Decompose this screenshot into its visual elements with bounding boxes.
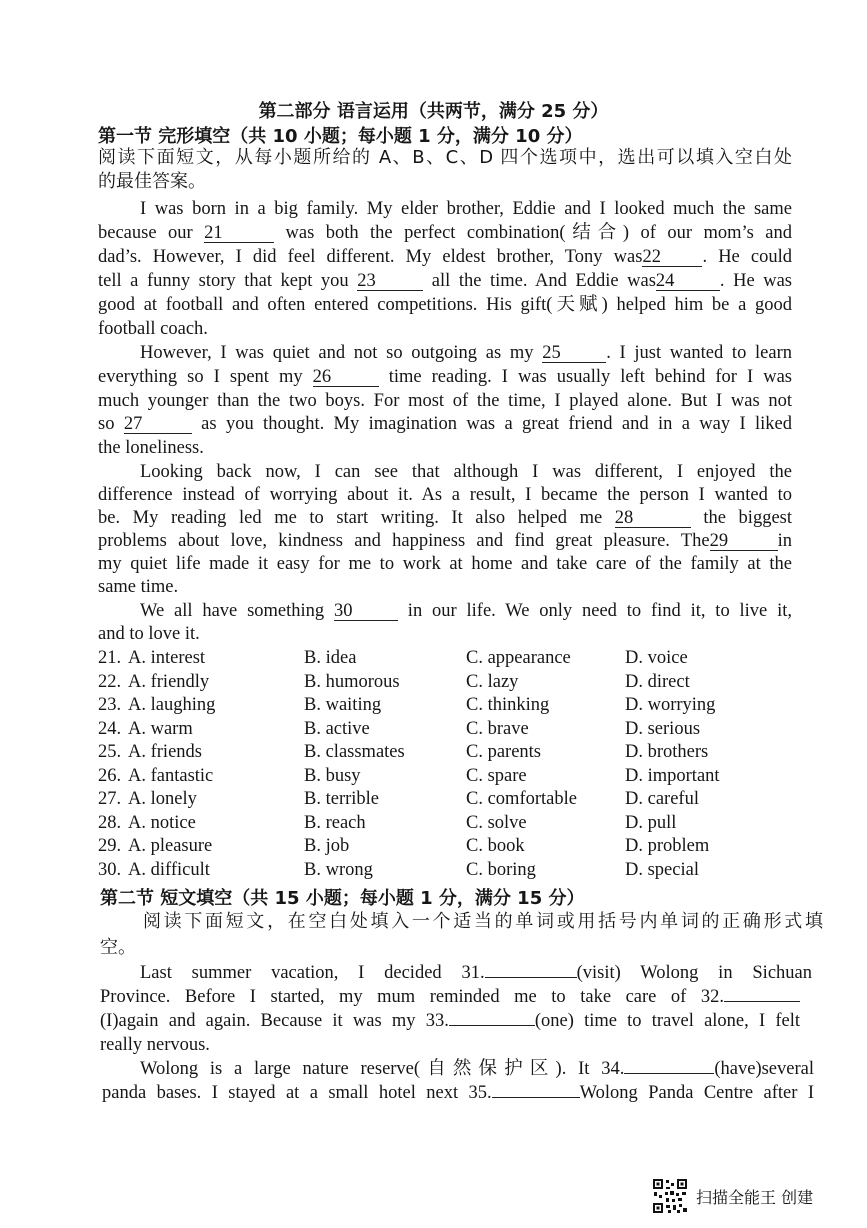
section2-instruction: 阅读下面短文，在空白处填入一个适当的单词或用括号内单词的正确形式填 [143,911,823,932]
qr-code-icon [652,1178,688,1214]
option-b: B. terrible [304,789,380,809]
passage-text: be. My reading led me to start writing. It also helped me [98,508,615,528]
option-b: B. wrong [304,859,373,880]
section1-title: 第一节 完形填空（共 10 小题；每小题 1 分，满分 10 分） [98,126,583,147]
blank-24: 24 [656,272,720,291]
passage-line: football coach. [98,319,208,339]
passage-text: (have)several [714,1059,814,1079]
option-d: D. worrying [625,695,716,715]
passage-text: panda bases. I stayed at a small hotel next 35. [102,1083,492,1103]
option-a: A. lonely [128,789,197,809]
passage-text: everything so I spent my [98,367,313,387]
option-c: C. brave [466,718,529,739]
question-number: 21. [98,648,122,668]
option-d: D. careful [625,789,699,809]
option-c: C. spare [466,765,527,786]
option-a: A. notice [128,812,196,833]
passage-text: as you thought. My imagination was a great friend and in a way I liked [191,414,792,434]
passage-text: . I just wanted to learn [606,343,792,363]
question-number: 26. [98,765,122,786]
question-number: 27. [98,789,122,809]
blank-35 [492,1097,580,1098]
blank-31 [485,977,577,978]
question-number: 28. [98,812,122,833]
section1-instruction: 阅读下面短文，从每小题所给的 A、B、C、D 四个选项中，选出可以填入空白处 [98,147,792,168]
option-b: B. active [304,718,370,739]
option-row [100,788,820,812]
passage-text: (I)again and again. Because it was my 33. [100,1011,449,1031]
passage-text: . He could [702,247,792,267]
section2-title: 第二节 短文填空（共 15 小题；每小题 1 分，满分 15 分） [100,888,585,909]
passage-text: time reading. I was usually left behind for I was [378,367,792,387]
option-b: B. waiting [304,695,382,715]
blank-29: 29 [710,532,778,551]
blank-21: 21 [204,224,274,243]
passage-line [140,962,812,985]
passage-line: difference instead of worrying about it. As a result, I became the person I wanted to [98,485,792,505]
option-a: A. pleasure [128,836,213,856]
option-c: C. boring [466,859,536,880]
passage-text: Wolong Panda Centre after I [579,1083,815,1103]
blank-27: 27 [124,415,192,434]
option-c: C. solve [466,812,527,833]
option-row [100,835,820,859]
passage-line [98,246,792,269]
option-d: D. special [625,859,699,880]
passage-text: in [777,531,792,551]
passage-text: the biggest [690,508,792,528]
section1-instruction-cont: 的最佳答案。 [98,171,206,192]
section2-instruction-cont: 空。 [100,937,136,958]
question-number: 23. [98,695,122,715]
option-row [100,671,820,695]
passage-text: problems about love, kindness and happiness and find great pleasure. The [98,531,710,551]
option-b: B. idea [304,648,357,668]
passage-line [98,530,792,553]
question-number: 22. [98,671,122,692]
option-d: D. pull [625,812,677,833]
option-d: D. direct [625,671,690,692]
passage-line [100,1010,800,1033]
option-a: A. warm [128,718,193,739]
passage-text: all the time. And Eddie was [423,271,656,291]
passage-text: (visit) Wolong in Sichuan [576,963,812,983]
passage-line [140,342,792,365]
passage-line [98,413,792,436]
option-d: D. problem [625,836,710,856]
question-number: 30. [98,859,122,880]
option-row [100,859,820,883]
option-row [100,694,820,718]
passage-text: (one) time to travel alone, I felt [534,1011,800,1031]
option-d: D. important [625,765,720,786]
passage-line: really nervous. [100,1035,210,1055]
passage-line: much younger than the two boys. For most of the time, I played alone. But I was not [98,391,792,411]
passage-text: Wolong is a large nature reserve(自然保护区). It 34. [140,1059,625,1079]
option-d: D. voice [625,648,688,668]
scanner-watermark [652,1182,813,1210]
passage-line: I was born in a big family. My elder brother, Eddie and I looked much the same [140,199,792,219]
option-a: A. interest [128,648,206,668]
option-a: A. laughing [128,695,216,715]
passage-text: so [98,414,124,434]
answer-options [100,647,820,882]
option-a: A. difficult [128,859,210,880]
option-b: B. classmates [304,742,405,762]
passage-line [102,1082,814,1105]
passage-text: tell a funny story that kept you [98,271,358,291]
blank-25: 25 [542,344,606,363]
blank-26: 26 [313,368,379,387]
option-b: B. reach [304,812,366,833]
passage-line: Looking back now, I can see that although I was different, I enjoyed the [140,462,792,482]
option-row [100,765,820,789]
blank-28: 28 [615,509,691,528]
option-b: B. busy [304,765,361,786]
passage-line: the loneliness. [98,438,204,458]
passage-line: same time. [98,577,179,597]
passage-text: . He was [719,271,792,291]
option-c: C. book [466,836,525,856]
passage-text: was both the perfect combination(结合) of our mom’s and [274,223,792,243]
passage-line: good at football and often entered competitions. His gift(天赋) helped him be a good [98,295,792,315]
option-c: C. lazy [466,671,519,692]
option-d: D. brothers [625,742,709,762]
option-a: A. friends [128,742,202,762]
option-row [100,718,820,742]
passage-text: We all have something [140,601,334,621]
blank-33 [449,1025,535,1026]
passage-line: and to love it. [98,624,200,644]
option-row [100,741,820,765]
passage-text: in our life. We only need to find it, to live it, [397,601,792,621]
question-number: 29. [98,836,122,856]
option-row [100,812,820,836]
option-row [100,647,820,671]
passage-line [98,270,792,293]
passage-line [98,222,792,245]
passage-text: because our [98,223,205,243]
passage-text: Last summer vacation, I decided 31. [140,963,485,983]
option-b: B. humorous [304,671,400,692]
option-c: C. thinking [466,695,550,715]
blank-34 [624,1073,714,1074]
option-b: B. job [304,836,350,856]
question-number: 25. [98,742,122,762]
blank-23: 23 [357,272,423,291]
option-c: C. comfortable [466,789,577,809]
watermark-label: 扫描全能王 创建 [696,1187,814,1207]
part-title: 第二部分 语言运用（共两节，满分 25 分） [258,101,609,122]
blank-30: 30 [334,602,398,621]
option-a: A. fantastic [128,765,214,786]
passage-text: Province. Before I started, my mum reminded me to take care of 32. [100,987,724,1007]
blank-32 [724,1001,800,1002]
blank-22: 22 [642,248,702,267]
passage-line [98,507,792,530]
passage-text: However, I was quiet and not so outgoing as my [140,343,543,363]
option-d: D. serious [625,718,701,739]
passage-line [140,600,792,623]
passage-line [140,1058,814,1081]
passage-line: my quiet life made it easy for me to work at home and take care of the family at the [98,554,792,574]
option-a: A. friendly [128,671,210,692]
option-c: C. parents [466,742,542,762]
passage-line [100,986,800,1009]
option-c: C. appearance [466,648,571,668]
passage-text: dad’s. However, I did feel different. My eldest brother, Tony was [98,247,643,267]
question-number: 24. [98,718,122,739]
passage-line [98,366,792,389]
